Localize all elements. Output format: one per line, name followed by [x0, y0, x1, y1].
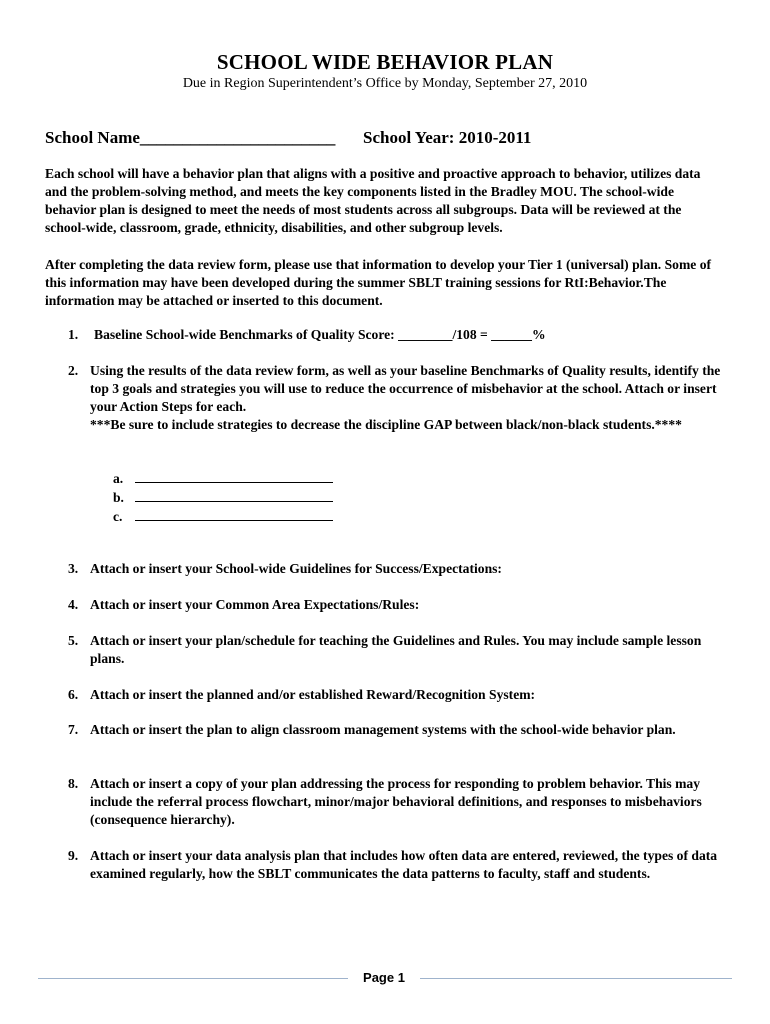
list-item-5 — [68, 632, 728, 668]
list-item-2 — [68, 362, 728, 434]
list-item-number: 5. — [68, 633, 79, 648]
list-item-number: 6. — [68, 687, 79, 702]
list-item-9 — [68, 847, 728, 883]
list-item-number: 3. — [68, 561, 79, 576]
list-item-number: 4. — [68, 597, 79, 612]
instructions-paragraph: After completing the data review form, please use that information to develop your Tier 1 (universal) plan. Some of this information may have been developed during the summer SBLT training sessions for RtI:Behavior.The information may be attached or inserted to this document. — [45, 257, 712, 308]
due-date-subtitle: Due in Region Superintendent’s Office by Monday, September 27, 2010 — [182, 76, 588, 91]
list-item-text: Attach or insert the planned and/or established Reward/Recognition System: — [90, 687, 536, 702]
sub-item-letter: a. — [113, 471, 124, 486]
list-item-text[interactable]: Baseline School-wide Benchmarks of Quality Score: ________/108 = ______% — [94, 327, 546, 342]
goal-b-row[interactable] — [113, 488, 333, 507]
list-item-6 — [68, 686, 728, 704]
page-number: Page 1 — [363, 970, 405, 985]
list-item-text: Using the results of the data review form, as well as your baseline Benchmarks of Quality results, identify the top 3 goals and strategies you will use to reduce the occurrence of misbehavior at the school. Attach or insert your Action Steps for each. — [90, 363, 721, 414]
list-item-text: Attach or insert the plan to align classroom management systems with the school-wide behavior plan. — [90, 722, 676, 737]
goal-c-row[interactable] — [113, 507, 333, 526]
list-item-1 — [68, 326, 728, 344]
goals-sub-list — [113, 469, 333, 526]
list-item-number: 9. — [68, 848, 79, 863]
list-item-number: 7. — [68, 722, 79, 737]
list-item-text: Attach or insert a copy of your plan addressing the process for responding to problem behavior. This may include the referral process flowchart, minor/major behavioral definitions, and responses to misbehaviors (consequence hierarchy). — [90, 776, 702, 827]
school-year-label: School Year: 2010-2011 — [363, 128, 532, 147]
list-item-number: 8. — [68, 776, 79, 791]
sub-item-letter: b. — [113, 490, 124, 505]
list-item-8 — [68, 775, 728, 829]
footer-divider-right — [420, 978, 732, 979]
page-title: SCHOOL WIDE BEHAVIOR PLAN — [216, 50, 554, 74]
school-name-field[interactable]: School Name_______________________ — [45, 128, 336, 147]
intro-paragraph: Each school will have a behavior plan that aligns with a positive and proactive approach to behavior, utilizes data and the problem-solving method, and meets the key components listed in the Bradley MOU. The school-wide behavior plan is designed to meet the needs of most students across all subgroups. Data will be reviewed at the school-wide, classroom, grade, ethnicity, disabilities, and other subgroup levels. — [45, 166, 701, 235]
list-item-text: Attach or insert your plan/schedule for teaching the Guidelines and Rules. You may include sample lesson plans. — [90, 633, 702, 666]
sub-item-letter: c. — [113, 509, 123, 524]
list-item-text: Attach or insert your School-wide Guidelines for Success/Expectations: — [90, 561, 502, 576]
goal-a-blank[interactable] — [135, 470, 333, 483]
goal-c-blank[interactable] — [135, 508, 333, 521]
discipline-gap-note: ***Be sure to include strategies to decrease the discipline GAP between black/non-black students.**** — [90, 417, 682, 432]
list-item-number: 2. — [68, 363, 79, 378]
list-item-4 — [68, 596, 728, 614]
list-item-number: 1. — [68, 327, 79, 342]
list-item-text: Attach or insert your Common Area Expectations/Rules: — [90, 597, 420, 612]
goal-b-blank[interactable] — [135, 489, 333, 502]
goal-a-row[interactable] — [113, 469, 333, 488]
list-item-3 — [68, 560, 728, 578]
footer-divider-left — [38, 978, 348, 979]
list-item-text: Attach or insert your data analysis plan that includes how often data are entered, reviewed, the types of data examined regularly, how the SBLT communicates the data patterns to faculty, staff and students. — [90, 848, 718, 881]
list-item-7 — [68, 721, 728, 739]
